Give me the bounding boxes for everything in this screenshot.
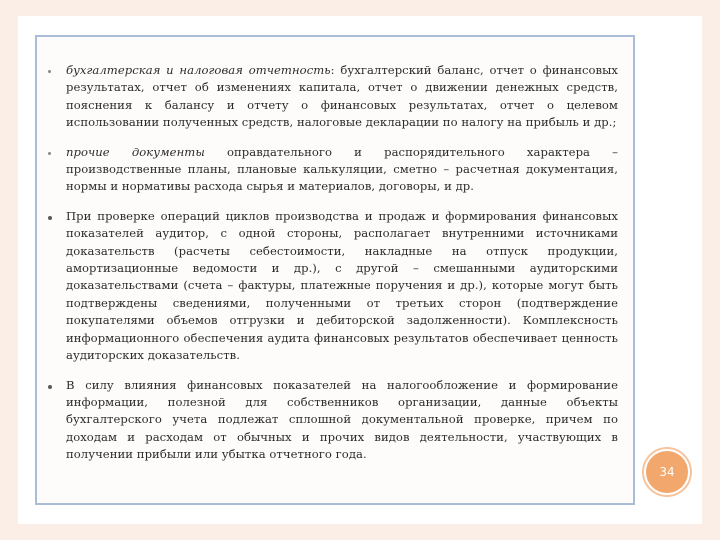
bullet-icon [48,152,51,155]
decorative-border-bottom [0,524,720,540]
list-item [48,62,618,132]
item-text: При проверке операций циклов производства и продаж и формирования финансовых показателей аудитор, с одной стороны, располагает внутренними источниками доказательств (расчеты себестоимости, накладные на отпуск продукции, амортизационные ведомости и др.), с другой – смешанными аудиторскими доказательствами (счета – фактуры, платежные поручения и др.), которые могут быть подтверждены сведениями, полученными от третьих сторон (подтверждение покупателями объемов отгрузки и дебиторской задолженности). Комплексность информационного обеспечения аудита финансовых результатов обеспечивает ценность аудиторских доказательств. [66,208,618,363]
bullet-list [48,62,618,476]
list-item [48,208,618,365]
bullet-icon [48,70,51,73]
item-lead: бухгалтерская и налоговая отчетность [66,63,331,77]
bullet-icon [48,385,52,389]
decorative-border-right [702,0,720,540]
bullet-icon [48,216,52,220]
item-text: оправдательного и распорядительного характера – производственные планы, плановые калькуляции, сметно – расчетная документация, нормы и нормативы расхода сырья и материалов, договоры, и др. [66,144,619,194]
item-text: В силу влияния финансовых показателей на налогообложение и формирование информации, полезной для собственников организации, данные объекты бухгалтерского учета подлежат сплошной документальной проверке, причем по доходам и расходам от обычных и прочих видов деятельности, участвующих в получении прибыли или убытка отчетного года. [66,377,618,462]
page-number-badge: 34 [644,449,690,495]
decorative-border-top [0,0,720,16]
item-text: : бухгалтерский баланс, отчет о финансовых результатах, отчет об изменениях капитала, отчет о движении денежных средств, пояснения к балансу и отчету о финансовых результатах, отчет о целевом использовании полученных средств, налоговые декларации по налогу на прибыль и др.; [66,63,619,130]
item-lead: прочие документы [66,144,205,159]
decorative-border-left [0,0,18,540]
list-item [48,377,618,464]
list-item [48,144,618,196]
